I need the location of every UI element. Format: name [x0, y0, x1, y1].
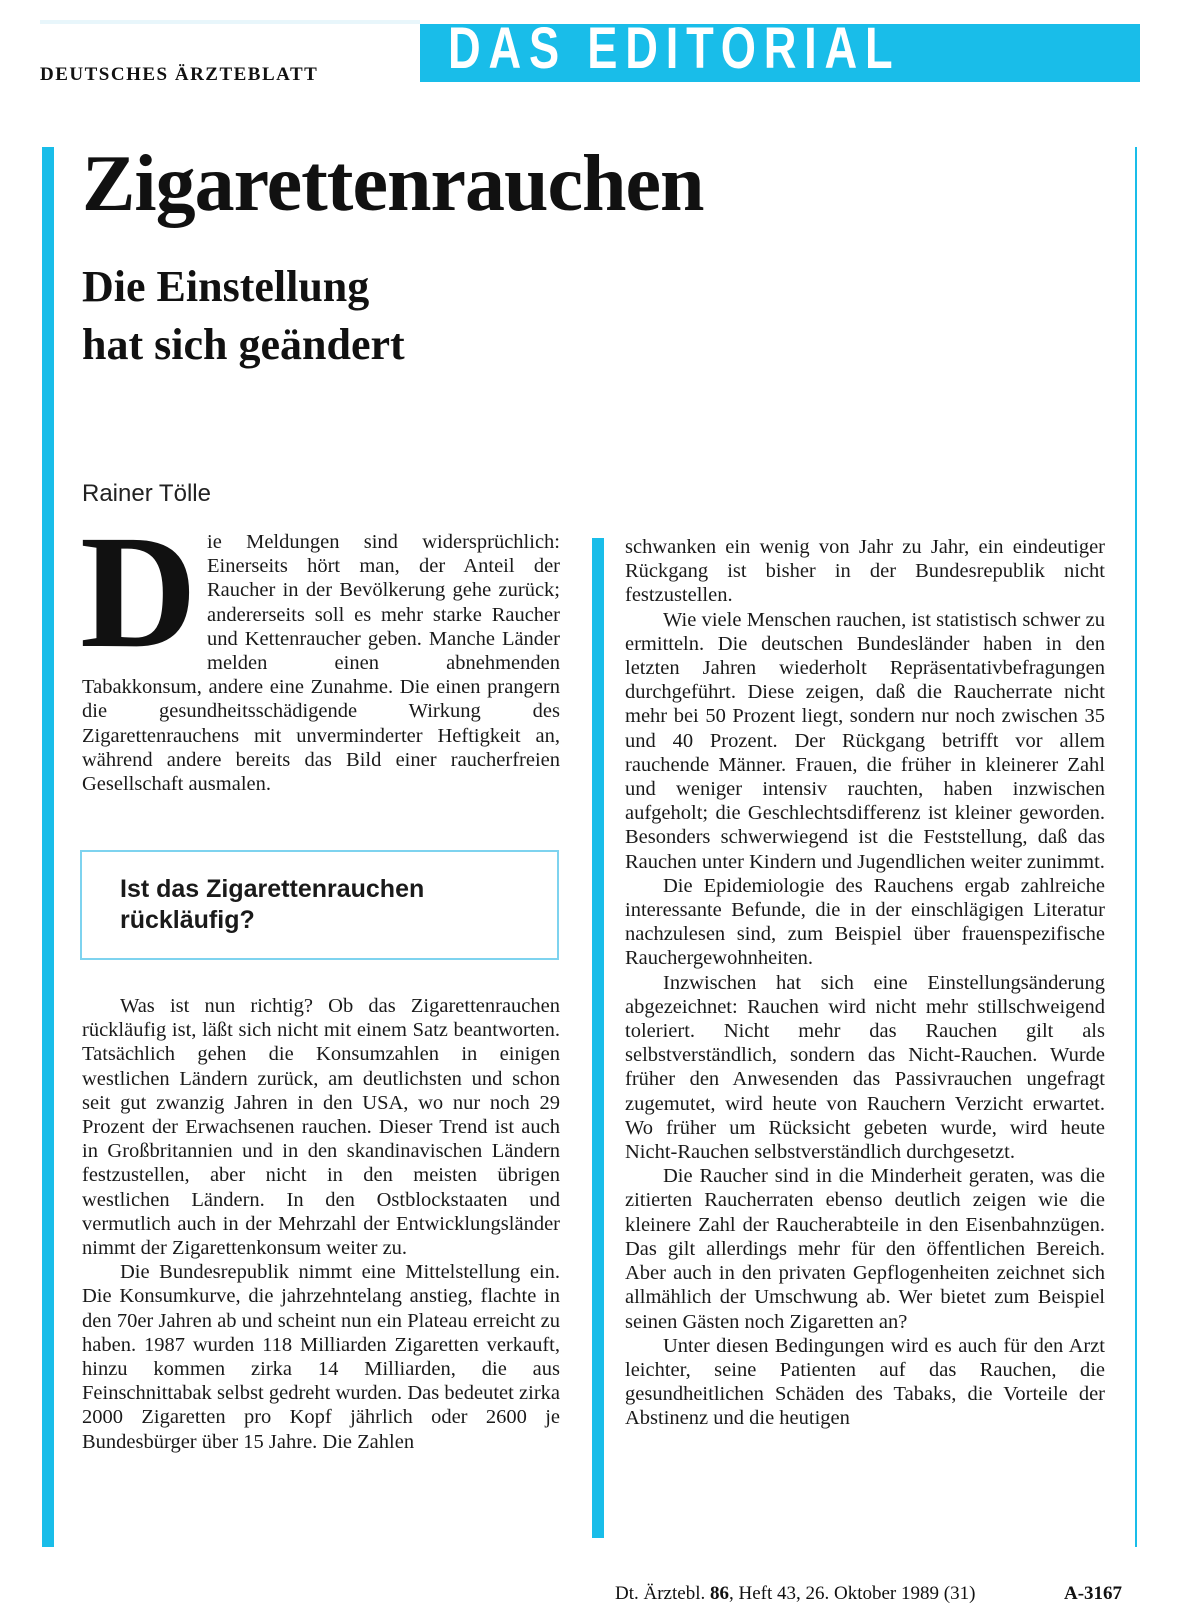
journal-name: DEUTSCHES ÄRZTEBLATT — [40, 64, 319, 85]
page-number: A-3167 — [1064, 1583, 1123, 1604]
drop-cap: D — [80, 503, 197, 682]
left-column-body — [82, 994, 560, 1454]
citation-volume: 86 — [709, 1583, 729, 1604]
footer-citation — [615, 1583, 975, 1605]
body-paragraph: Unter diesen Bedingungen wird es auch für den Arzt leichter, seine Patienten auf das Rauchen, die gesundheitlichen Schäden des Tabaks, die Vorteile der Abstinenz und die heutigen — [625, 1334, 1105, 1430]
body-paragraph: Die Epidemiologie des Rauchens ergab zahlreiche interessante Befunde, die in der einschlägigen Literatur nachzulesen sind, zum Beispiel über frauenspezifische Rauchergewohnheiten. — [625, 874, 1105, 970]
section-title: DAS EDITORIAL — [448, 16, 901, 81]
article-subtitle — [82, 258, 405, 374]
citation-prefix: Dt. Ärztebl. — [615, 1583, 706, 1604]
header-rule — [40, 20, 420, 24]
right-column-body — [625, 535, 1105, 1431]
body-paragraph: Die Raucher sind in die Minderheit geraten, was die zitierten Raucherraten ebenso deutlich zeigen wie die kleinere Zahl der Raucherabteile in den Eisenbahnzügen. Das gilt allerdings mehr für den öffentlichen Bereich. Aber auch in den privaten Gepflogenheiten zeichnet sich allmählich der Umschwung ab. Wer bietet zum Beispiel seinen Gästen noch Zigaretten an? — [625, 1165, 1105, 1333]
pull-question-line-2: rückläufig? — [120, 906, 255, 934]
body-paragraph: Inzwischen hat sich eine Einstellungsänderung abgezeichnet: Rauchen wird nicht mehr stillschweigend toleriert. Nicht mehr das Rauchen gilt als selbstverständlich, sondern das Nicht-Rauchen. Wurde früher den Anwesenden das Passivrauchen ungefragt zugemutet, wird heute von Rauchern Verzicht erwartet. Wo früher um Rücksicht gebeten wurde, wird heute Nicht-Rauchen selbstverständlich durchgesetzt. — [625, 971, 1105, 1164]
pull-question-line-1: Ist das Zigarettenrauchen — [120, 875, 425, 903]
left-accent-bar — [42, 147, 54, 1547]
intro-text: ie Meldungen sind widersprüchlich: Einerseits hört man, der Anteil der Raucher in der Bevölkerung gehe zurück; andererseits soll es mehr starke Raucher und Kettenraucher geben. Manche Länder melden einen abnehmenden Tabakkonsum, andere eine Zunahme. Die einen prangern die gesundheitsschädigende Wirkung des Zigarettenrauchens mit unverminderter Heftigkeit an, während andere bereits das Bild einer raucherfreien Gesellschaft ausmalen. — [82, 531, 560, 796]
author-name: Rainer Tölle — [82, 480, 211, 507]
body-paragraph: Was ist nun richtig? Ob das Zigarettenrauchen rückläufig ist, läßt sich nicht mit einem Satz beantworten. Tatsächlich gehen die Konsumzahlen in einigen westlichen Ländern zurück, am deutlichsten und schon seit gut zwanzig Jahren in den USA, wo nur noch 29 Prozent der Erwachsenen rauchen. Dieser Trend ist auch in Großbritannien und in den skandinavischen Ländern festzustellen, aber nicht in den meisten übrigen westlichen Ländern. In den Ostblockstaaten und vermutlich auch in der Mehrzahl der Entwicklungsländer nimmt der Zigarettenkonsum weiter zu. — [82, 995, 560, 1260]
column-divider-bar — [592, 538, 604, 1538]
pull-question-text — [120, 874, 424, 936]
body-paragraph: Die Bundesrepublik nimmt eine Mittelstellung ein. Die Konsumkurve, die jahrzehntelang anstieg, flachte in den 70er Jahren ab und scheint nun ein Plateau erreicht zu haben. 1987 wurden 118 Milliarden Zigaretten verkauft, hinzu kommen zirka 14 Milliarden, die aus Feinschnittabak selbst gedreht wurden. Das bedeutet zirka 2000 Zigaretten pro Kopf jährlich oder 2600 je Bundesbürger über 15 Jahre. Die Zahlen — [82, 1261, 560, 1453]
article-title: Zigarettenrauchen — [82, 140, 704, 228]
subtitle-line-2: hat sich geändert — [82, 320, 405, 369]
body-paragraph: Wie viele Menschen rauchen, ist statistisch schwer zu ermitteln. Die deutschen Bundesländer haben in den letzten Jahren wiederholt Repräsentativbefragungen durchgeführt. Diese zeigen, daß die Raucherrate nicht mehr bei 50 Prozent liegt, sondern nur noch zwischen 35 und 40 Prozent. Der Rückgang betrifft vor allem rauchende Männer. Frauen, die früher in kleinerer Zahl und weniger intensiv rauchten, haben inzwischen aufgeholt; die Geschlechtsdifferenz ist kleiner geworden. Besonders schwerwiegend ist die Feststellung, daß das Rauchen unter Kindern und Jugendlichen weiter zunimmt. — [625, 608, 1105, 873]
intro-paragraph — [80, 503, 560, 796]
subtitle-line-1: Die Einstellung — [82, 262, 370, 311]
citation-suffix: , Heft 43, 26. Oktober 1989 (31) — [728, 1583, 976, 1604]
right-accent-line — [1135, 147, 1137, 1547]
body-paragraph: schwanken ein wenig von Jahr zu Jahr, ein eindeutiger Rückgang ist bisher in der Bundesrepublik nicht festzustellen. — [625, 536, 1105, 607]
